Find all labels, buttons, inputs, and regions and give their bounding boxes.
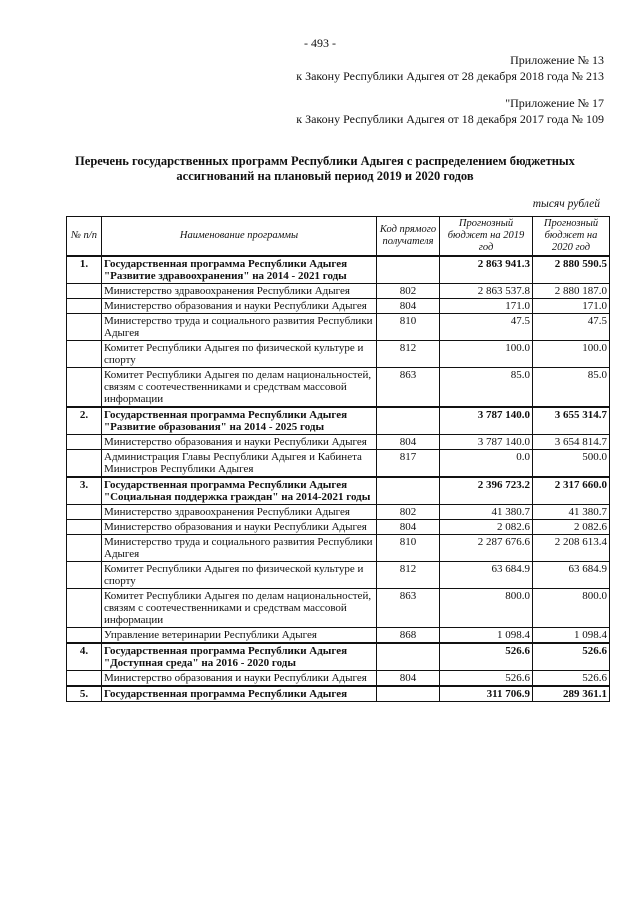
cell-num [67, 505, 102, 520]
cell-num [67, 589, 102, 628]
cell-name: Государственная программа Республики Адыгея [102, 686, 377, 702]
cell-v2019: 526.6 [440, 643, 533, 671]
cell-v2019: 2 396 723.2 [440, 477, 533, 505]
header-2019: Прогнозный бюджет на 2019 год [440, 217, 533, 257]
header-2020: Прогнозный бюджет на 2020 год [533, 217, 610, 257]
cell-name: Министерство образования и науки Республики Адыгея [102, 671, 377, 687]
cell-code: 804 [377, 435, 440, 450]
cell-code: 802 [377, 284, 440, 299]
table-body [67, 256, 610, 702]
cell-code [377, 407, 440, 435]
cell-v2020: 526.6 [533, 671, 610, 687]
cell-v2019: 171.0 [440, 299, 533, 314]
cell-v2020: 2 208 613.4 [533, 535, 610, 562]
cell-name: Государственная программа Республики Адыгея "Развитие образования" на 2014 - 2025 годы [102, 407, 377, 435]
cell-v2019: 1 098.4 [440, 628, 533, 644]
cell-v2019: 41 380.7 [440, 505, 533, 520]
cell-name: Министерство образования и науки Республики Адыгея [102, 520, 377, 535]
cell-v2020: 85.0 [533, 368, 610, 408]
units-label: тысяч рублей [532, 198, 600, 210]
cell-num [67, 341, 102, 368]
cell-v2019: 3 787 140.0 [440, 435, 533, 450]
table-row [67, 314, 610, 341]
table-row [67, 520, 610, 535]
cell-v2019: 85.0 [440, 368, 533, 408]
cell-num [67, 535, 102, 562]
table-row [67, 284, 610, 299]
cell-name: Управление ветеринарии Республики Адыгея [102, 628, 377, 644]
cell-name: Государственная программа Республики Адыгея "Развитие здравоохранения" на 2014 - 2021 годы [102, 256, 377, 284]
cell-name: Министерство здравоохранения Республики Адыгея [102, 284, 377, 299]
appendix-line-4: к Закону Республики Адыгея от 18 декабря 2017 года № 109 [296, 112, 604, 126]
cell-v2020: 3 654 814.7 [533, 435, 610, 450]
table-row [67, 535, 610, 562]
cell-v2019: 0.0 [440, 450, 533, 478]
cell-code: 804 [377, 520, 440, 535]
programs-table [66, 216, 610, 702]
cell-name: Комитет Республики Адыгея по делам национальностей, связям с соотечественниками и средствам массовой информации [102, 589, 377, 628]
cell-name: Министерство труда и социального развития Республики Адыгея [102, 535, 377, 562]
cell-code: 804 [377, 671, 440, 687]
program-row [67, 407, 610, 435]
cell-v2020: 171.0 [533, 299, 610, 314]
cell-v2020: 2 880 590.5 [533, 256, 610, 284]
table-row [67, 671, 610, 687]
cell-num [67, 671, 102, 687]
appendix-line-1: Приложение № 13 [510, 53, 604, 67]
cell-name: Комитет Республики Адыгея по физической культуре и спорту [102, 341, 377, 368]
cell-num: 4. [67, 643, 102, 671]
cell-v2020: 63 684.9 [533, 562, 610, 589]
cell-v2020: 3 655 314.7 [533, 407, 610, 435]
appendix-line-3: "Приложение № 17 [505, 96, 604, 110]
cell-num: 1. [67, 256, 102, 284]
cell-v2019: 2 287 676.6 [440, 535, 533, 562]
table-row [67, 341, 610, 368]
cell-v2019: 526.6 [440, 671, 533, 687]
cell-v2020: 2 880 187.0 [533, 284, 610, 299]
cell-v2019: 2 863 537.8 [440, 284, 533, 299]
cell-name: Комитет Республики Адыгея по делам национальностей, связям с соотечественниками и средствам массовой информации [102, 368, 377, 408]
cell-v2020: 289 361.1 [533, 686, 610, 702]
table-row [67, 589, 610, 628]
cell-code [377, 477, 440, 505]
cell-num [67, 520, 102, 535]
cell-code [377, 643, 440, 671]
table-row [67, 450, 610, 478]
cell-num [67, 314, 102, 341]
cell-name: Государственная программа Республики Адыгея "Социальная поддержка граждан" на 2014-2021 годы [102, 477, 377, 505]
cell-code: 812 [377, 562, 440, 589]
cell-code [377, 256, 440, 284]
program-row [67, 256, 610, 284]
cell-v2020: 2 082.6 [533, 520, 610, 535]
table-row [67, 368, 610, 408]
cell-v2020: 1 098.4 [533, 628, 610, 644]
program-row [67, 643, 610, 671]
table-row [67, 505, 610, 520]
cell-num [67, 284, 102, 299]
cell-v2020: 2 317 660.0 [533, 477, 610, 505]
cell-code: 863 [377, 589, 440, 628]
page-number: - 493 - [304, 36, 336, 50]
header-name: Наименование программы [102, 217, 377, 257]
document-title: Перечень государственных программ Республики Адыгея с распределением бюджетных ассигнований на плановый период 2019 и 2020 годов [75, 154, 575, 183]
cell-v2019: 2 863 941.3 [440, 256, 533, 284]
cell-v2019: 100.0 [440, 341, 533, 368]
cell-code: 810 [377, 314, 440, 341]
cell-code: 817 [377, 450, 440, 478]
header-num: № п/п [67, 217, 102, 257]
program-row [67, 477, 610, 505]
cell-v2019: 3 787 140.0 [440, 407, 533, 435]
cell-v2019: 63 684.9 [440, 562, 533, 589]
cell-code: 804 [377, 299, 440, 314]
cell-num [67, 628, 102, 644]
cell-v2020: 500.0 [533, 450, 610, 478]
cell-v2020: 47.5 [533, 314, 610, 341]
cell-v2020: 100.0 [533, 341, 610, 368]
cell-v2020: 526.6 [533, 643, 610, 671]
cell-v2019: 47.5 [440, 314, 533, 341]
cell-v2019: 311 706.9 [440, 686, 533, 702]
cell-name: Государственная программа Республики Адыгея "Доступная среда" на 2016 - 2020 годы [102, 643, 377, 671]
cell-num [67, 299, 102, 314]
cell-name: Министерство труда и социального развития Республики Адыгея [102, 314, 377, 341]
appendix-line-2: к Закону Республики Адыгея от 28 декабря 2018 года № 213 [296, 69, 604, 83]
cell-num [67, 368, 102, 408]
table-header-row [67, 217, 610, 257]
cell-num: 5. [67, 686, 102, 702]
cell-v2019: 2 082.6 [440, 520, 533, 535]
cell-code: 802 [377, 505, 440, 520]
table-row [67, 628, 610, 644]
program-row [67, 686, 610, 702]
cell-num: 2. [67, 407, 102, 435]
cell-name: Министерство здравоохранения Республики Адыгея [102, 505, 377, 520]
cell-code: 868 [377, 628, 440, 644]
cell-name: Министерство образования и науки Республики Адыгея [102, 435, 377, 450]
table-row [67, 562, 610, 589]
cell-code: 812 [377, 341, 440, 368]
cell-num: 3. [67, 477, 102, 505]
cell-code: 863 [377, 368, 440, 408]
cell-name: Комитет Республики Адыгея по физической культуре и спорту [102, 562, 377, 589]
cell-v2020: 41 380.7 [533, 505, 610, 520]
cell-name: Министерство образования и науки Республики Адыгея [102, 299, 377, 314]
cell-num [67, 450, 102, 478]
cell-num [67, 562, 102, 589]
cell-v2020: 800.0 [533, 589, 610, 628]
cell-num [67, 435, 102, 450]
cell-v2019: 800.0 [440, 589, 533, 628]
cell-name: Администрация Главы Республики Адыгея и Кабинета Министров Республики Адыгея [102, 450, 377, 478]
header-code: Код прямого получателя [377, 217, 440, 257]
table-row [67, 435, 610, 450]
table-row [67, 299, 610, 314]
cell-code [377, 686, 440, 702]
cell-code: 810 [377, 535, 440, 562]
